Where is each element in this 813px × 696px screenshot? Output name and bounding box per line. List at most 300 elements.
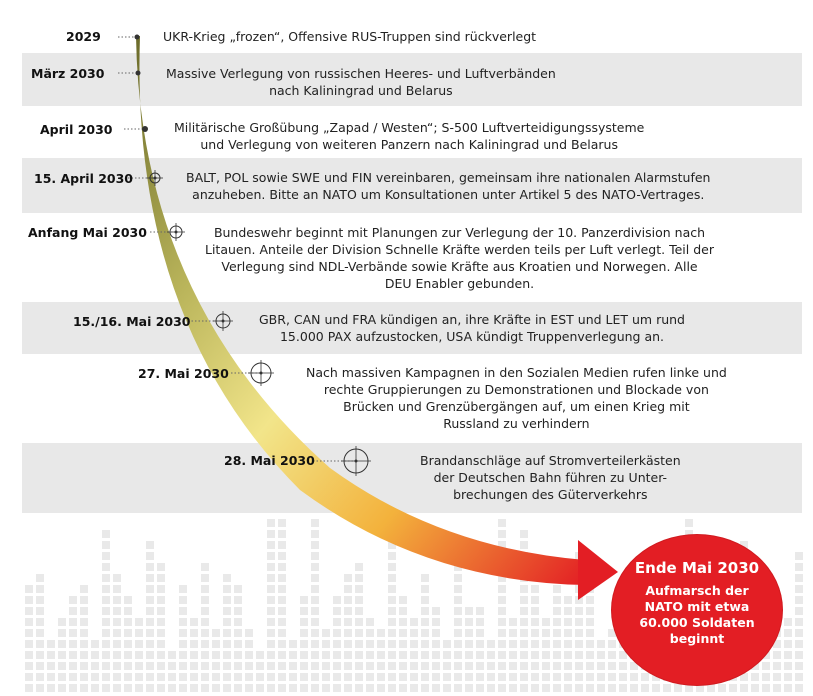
skyline-block bbox=[421, 673, 429, 681]
skyline-block bbox=[520, 618, 528, 626]
skyline-block bbox=[58, 662, 66, 670]
skyline-block bbox=[223, 596, 231, 604]
skyline-block bbox=[564, 607, 572, 615]
skyline-block bbox=[245, 673, 253, 681]
skyline-block bbox=[146, 618, 154, 626]
skyline-block bbox=[421, 585, 429, 593]
skyline-block bbox=[289, 673, 297, 681]
skyline-block bbox=[784, 618, 792, 626]
skyline-block bbox=[25, 640, 33, 648]
skyline-block bbox=[267, 607, 275, 615]
skyline-block bbox=[410, 629, 418, 637]
skyline-block bbox=[113, 596, 121, 604]
skyline-block bbox=[179, 662, 187, 670]
skyline-block bbox=[344, 673, 352, 681]
skyline-block bbox=[300, 662, 308, 670]
skyline-block bbox=[234, 585, 242, 593]
skyline-block bbox=[113, 673, 121, 681]
skyline-block bbox=[465, 673, 473, 681]
skyline-block bbox=[509, 618, 517, 626]
skyline-block bbox=[278, 618, 286, 626]
skyline-block bbox=[223, 684, 231, 692]
skyline-block bbox=[322, 673, 330, 681]
timeline-marker bbox=[248, 360, 274, 386]
skyline-block bbox=[487, 640, 495, 648]
skyline-block bbox=[784, 662, 792, 670]
skyline-block bbox=[333, 607, 341, 615]
skyline-block bbox=[223, 585, 231, 593]
skyline-block bbox=[509, 629, 517, 637]
skyline-block bbox=[333, 596, 341, 604]
skyline-block bbox=[344, 596, 352, 604]
skyline-block bbox=[223, 574, 231, 582]
skyline-block bbox=[322, 684, 330, 692]
skyline-block bbox=[102, 640, 110, 648]
skyline-block bbox=[113, 574, 121, 582]
skyline-block bbox=[223, 640, 231, 648]
skyline-block bbox=[234, 629, 242, 637]
skyline-block bbox=[509, 651, 517, 659]
timeline-marker bbox=[213, 311, 233, 331]
skyline-block bbox=[575, 629, 583, 637]
skyline-block bbox=[553, 596, 561, 604]
skyline-block bbox=[597, 684, 605, 692]
skyline-block bbox=[388, 640, 396, 648]
skyline-block bbox=[201, 640, 209, 648]
skyline-block bbox=[454, 574, 462, 582]
skyline-block bbox=[476, 640, 484, 648]
skyline-block bbox=[531, 629, 539, 637]
skyline-block bbox=[498, 618, 506, 626]
skyline-block bbox=[102, 563, 110, 571]
skyline-block bbox=[124, 662, 132, 670]
skyline-block bbox=[234, 651, 242, 659]
skyline-block bbox=[267, 530, 275, 538]
skyline-block bbox=[113, 618, 121, 626]
skyline-block bbox=[212, 629, 220, 637]
skyline-block bbox=[190, 618, 198, 626]
skyline-block bbox=[575, 607, 583, 615]
skyline-block bbox=[377, 684, 385, 692]
skyline-block bbox=[234, 596, 242, 604]
skyline-block bbox=[223, 673, 231, 681]
skyline-block bbox=[168, 651, 176, 659]
skyline-block bbox=[267, 629, 275, 637]
skyline-block bbox=[608, 673, 616, 681]
skyline-block bbox=[355, 585, 363, 593]
skyline-block bbox=[564, 596, 572, 604]
skyline-block bbox=[564, 662, 572, 670]
skyline-block bbox=[223, 662, 231, 670]
skyline-block bbox=[311, 574, 319, 582]
skyline-block bbox=[553, 673, 561, 681]
skyline-block bbox=[333, 673, 341, 681]
skyline-block bbox=[795, 618, 803, 626]
skyline-block bbox=[410, 651, 418, 659]
skyline-block bbox=[36, 629, 44, 637]
skyline-block bbox=[773, 662, 781, 670]
skyline-block bbox=[311, 662, 319, 670]
skyline-block bbox=[58, 618, 66, 626]
skyline-block bbox=[553, 684, 561, 692]
skyline-block bbox=[531, 673, 539, 681]
skyline-block bbox=[553, 640, 561, 648]
skyline-block bbox=[25, 629, 33, 637]
skyline-block bbox=[542, 618, 550, 626]
skyline-block bbox=[762, 673, 770, 681]
skyline-block bbox=[234, 673, 242, 681]
skyline-block bbox=[223, 618, 231, 626]
skyline-block bbox=[355, 651, 363, 659]
skyline-block bbox=[179, 596, 187, 604]
skyline-block bbox=[113, 684, 121, 692]
skyline-block bbox=[432, 662, 440, 670]
skyline-block bbox=[410, 684, 418, 692]
skyline-block bbox=[278, 519, 286, 527]
skyline-block bbox=[564, 651, 572, 659]
skyline-block bbox=[289, 651, 297, 659]
skyline-block bbox=[113, 662, 121, 670]
skyline-block bbox=[465, 618, 473, 626]
skyline-block bbox=[124, 607, 132, 615]
skyline-block bbox=[531, 651, 539, 659]
skyline-block bbox=[223, 629, 231, 637]
skyline-block bbox=[498, 585, 506, 593]
skyline-block bbox=[36, 651, 44, 659]
skyline-block bbox=[751, 684, 759, 692]
event-text-15-april: BALT, POL sowie SWE und FIN vereinbaren, gemeinsam ihre nationalen Alarmstufen anzuheben. Bitte an NATO um Konsultationen unter Artikel 5 des NATO-Vertrages. bbox=[186, 170, 711, 202]
skyline-block bbox=[553, 585, 561, 593]
skyline-block bbox=[311, 563, 319, 571]
skyline-block bbox=[146, 662, 154, 670]
skyline-block bbox=[201, 563, 209, 571]
skyline-block bbox=[322, 651, 330, 659]
skyline-block bbox=[80, 607, 88, 615]
skyline-block bbox=[443, 651, 451, 659]
skyline-block bbox=[597, 662, 605, 670]
skyline-block bbox=[498, 530, 506, 538]
skyline-block bbox=[454, 607, 462, 615]
skyline-block bbox=[388, 684, 396, 692]
skyline-block bbox=[586, 684, 594, 692]
skyline-block bbox=[454, 596, 462, 604]
skyline-block bbox=[278, 552, 286, 560]
skyline-block bbox=[146, 640, 154, 648]
skyline-block bbox=[146, 651, 154, 659]
skyline-block bbox=[564, 684, 572, 692]
skyline-block bbox=[80, 640, 88, 648]
skyline-block bbox=[102, 618, 110, 626]
skyline-block bbox=[36, 684, 44, 692]
skyline-block bbox=[344, 662, 352, 670]
skyline-block bbox=[520, 651, 528, 659]
skyline-block bbox=[201, 596, 209, 604]
skyline-block bbox=[201, 662, 209, 670]
skyline-block bbox=[751, 673, 759, 681]
skyline-block bbox=[410, 618, 418, 626]
skyline-block bbox=[388, 651, 396, 659]
skyline-block bbox=[575, 684, 583, 692]
skyline-block bbox=[498, 640, 506, 648]
skyline-block bbox=[773, 651, 781, 659]
skyline-block bbox=[69, 684, 77, 692]
skyline-block bbox=[267, 541, 275, 549]
skyline-block bbox=[476, 651, 484, 659]
skyline-block bbox=[784, 629, 792, 637]
skyline-block bbox=[69, 618, 77, 626]
skyline-block bbox=[146, 629, 154, 637]
skyline-block bbox=[278, 640, 286, 648]
skyline-block bbox=[454, 640, 462, 648]
event-text-maerz: Massive Verlegung von russischen Heeres- und Luftverbänden nach Kaliningrad und Belarus bbox=[166, 66, 556, 98]
skyline-block bbox=[355, 596, 363, 604]
skyline-block bbox=[377, 651, 385, 659]
skyline-block bbox=[234, 662, 242, 670]
skyline-block bbox=[388, 585, 396, 593]
skyline-block bbox=[553, 651, 561, 659]
skyline-block bbox=[498, 662, 506, 670]
skyline-block bbox=[245, 662, 253, 670]
skyline-block bbox=[179, 607, 187, 615]
skyline-block bbox=[388, 629, 396, 637]
skyline-block bbox=[344, 607, 352, 615]
skyline-block bbox=[190, 640, 198, 648]
skyline-block bbox=[366, 662, 374, 670]
skyline-block bbox=[245, 684, 253, 692]
skyline-block bbox=[443, 684, 451, 692]
skyline-block bbox=[399, 618, 407, 626]
skyline-block bbox=[388, 618, 396, 626]
skyline-block bbox=[795, 684, 803, 692]
skyline-block bbox=[146, 596, 154, 604]
skyline-block bbox=[498, 673, 506, 681]
skyline-block bbox=[36, 607, 44, 615]
skyline-block bbox=[80, 629, 88, 637]
skyline-block bbox=[267, 673, 275, 681]
skyline-block bbox=[146, 552, 154, 560]
skyline-block bbox=[586, 640, 594, 648]
skyline-block bbox=[542, 651, 550, 659]
skyline-block bbox=[421, 684, 429, 692]
skyline-block bbox=[520, 585, 528, 593]
skyline-block bbox=[652, 684, 660, 692]
skyline-block bbox=[740, 673, 748, 681]
skyline-block bbox=[322, 662, 330, 670]
skyline-block bbox=[47, 673, 55, 681]
skyline-block bbox=[311, 596, 319, 604]
skyline-block bbox=[69, 596, 77, 604]
skyline-block bbox=[674, 684, 682, 692]
skyline-block bbox=[113, 607, 121, 615]
skyline-block bbox=[311, 618, 319, 626]
skyline-block bbox=[795, 563, 803, 571]
skyline-block bbox=[421, 629, 429, 637]
skyline-block bbox=[707, 684, 715, 692]
skyline-block bbox=[498, 651, 506, 659]
skyline-block bbox=[157, 662, 165, 670]
skyline-block bbox=[399, 684, 407, 692]
skyline-block bbox=[58, 651, 66, 659]
skyline-block bbox=[465, 684, 473, 692]
skyline-block bbox=[355, 662, 363, 670]
skyline-block bbox=[234, 640, 242, 648]
skyline-block bbox=[223, 607, 231, 615]
skyline-block bbox=[663, 684, 671, 692]
skyline-block bbox=[124, 651, 132, 659]
skyline-block bbox=[179, 651, 187, 659]
skyline-block bbox=[245, 640, 253, 648]
skyline-block bbox=[256, 662, 264, 670]
skyline-block bbox=[278, 662, 286, 670]
skyline-block bbox=[476, 607, 484, 615]
skyline-block bbox=[476, 684, 484, 692]
skyline-block bbox=[388, 607, 396, 615]
skyline-block bbox=[267, 574, 275, 582]
skyline-block bbox=[91, 684, 99, 692]
skyline-block bbox=[113, 585, 121, 593]
skyline-block bbox=[564, 640, 572, 648]
skyline-block bbox=[300, 596, 308, 604]
skyline-block bbox=[377, 640, 385, 648]
skyline-block bbox=[201, 618, 209, 626]
skyline-block bbox=[795, 607, 803, 615]
skyline-block bbox=[157, 607, 165, 615]
skyline-block bbox=[586, 596, 594, 604]
skyline-block bbox=[564, 673, 572, 681]
skyline-block bbox=[465, 662, 473, 670]
skyline-block bbox=[267, 563, 275, 571]
skyline-block bbox=[443, 673, 451, 681]
skyline-block bbox=[146, 563, 154, 571]
skyline-block bbox=[168, 673, 176, 681]
skyline-block bbox=[355, 574, 363, 582]
skyline-block bbox=[25, 618, 33, 626]
event-text-28-mai: Brandanschläge auf Stromverteilerkästen der Deutschen Bahn führen zu Unter- brechungen des Güterverkehrs bbox=[420, 453, 681, 502]
skyline-block bbox=[190, 662, 198, 670]
skyline-block bbox=[289, 662, 297, 670]
skyline-block bbox=[795, 640, 803, 648]
skyline-block bbox=[542, 640, 550, 648]
skyline-block bbox=[344, 651, 352, 659]
final-event-title: Ende Mai 2030 bbox=[634, 559, 760, 577]
skyline-block bbox=[80, 684, 88, 692]
skyline-block bbox=[366, 618, 374, 626]
skyline-block bbox=[344, 640, 352, 648]
skyline-block bbox=[135, 629, 143, 637]
skyline-block bbox=[355, 673, 363, 681]
event-date: 2029 bbox=[66, 29, 101, 44]
event-text-15-16-mai: GBR, CAN und FRA kündigen an, ihre Kräfte in EST und LET um rund 15.000 PAX aufzustocken, USA kündigt Truppenverlegung an. bbox=[259, 312, 685, 344]
skyline-block bbox=[520, 541, 528, 549]
skyline-block bbox=[58, 629, 66, 637]
skyline-block bbox=[300, 673, 308, 681]
skyline-block bbox=[168, 662, 176, 670]
skyline-block bbox=[454, 684, 462, 692]
timeline-marker bbox=[341, 446, 371, 476]
skyline-block bbox=[69, 651, 77, 659]
skyline-block bbox=[355, 618, 363, 626]
skyline-block bbox=[465, 640, 473, 648]
skyline-block bbox=[366, 640, 374, 648]
skyline-block bbox=[179, 618, 187, 626]
skyline-block bbox=[300, 640, 308, 648]
skyline-block bbox=[421, 618, 429, 626]
skyline-block bbox=[410, 662, 418, 670]
skyline-block bbox=[234, 618, 242, 626]
skyline-block bbox=[47, 640, 55, 648]
event-text-anfang-mai: Bundeswehr beginnt mit Planungen zur Verlegung der 10. Panzerdivision nach Litauen. Anteile der Division Schnelle Kräfte werden teils per Luft verlegt. Teil der Verlegung sind NDL-Verbände sowie Kräfte aus Kroatien und Norwegen. Alle DEU Enabler gebunden. bbox=[205, 225, 714, 291]
skyline-block bbox=[773, 673, 781, 681]
skyline-block bbox=[608, 662, 616, 670]
skyline-block bbox=[520, 530, 528, 538]
skyline-block bbox=[597, 651, 605, 659]
skyline-block bbox=[531, 585, 539, 593]
event-date: 15. April 2030 bbox=[34, 171, 133, 186]
skyline-block bbox=[553, 618, 561, 626]
final-event-circle bbox=[612, 535, 782, 685]
skyline-block bbox=[124, 629, 132, 637]
skyline-block bbox=[245, 629, 253, 637]
skyline-block bbox=[608, 651, 616, 659]
skyline-block bbox=[25, 585, 33, 593]
skyline-block bbox=[432, 673, 440, 681]
skyline-block bbox=[487, 662, 495, 670]
skyline-block bbox=[575, 640, 583, 648]
skyline-block bbox=[553, 629, 561, 637]
skyline-block bbox=[795, 662, 803, 670]
skyline-block bbox=[586, 618, 594, 626]
skyline-block bbox=[344, 629, 352, 637]
skyline-block bbox=[388, 574, 396, 582]
skyline-block bbox=[388, 673, 396, 681]
final-event-line: Aufmarsch der bbox=[645, 583, 749, 598]
skyline-block bbox=[157, 618, 165, 626]
skyline-block bbox=[377, 673, 385, 681]
skyline-block bbox=[685, 519, 693, 527]
skyline-block bbox=[410, 640, 418, 648]
skyline-block bbox=[366, 629, 374, 637]
skyline-block bbox=[124, 640, 132, 648]
skyline-block bbox=[168, 684, 176, 692]
skyline-block bbox=[432, 684, 440, 692]
skyline-block bbox=[47, 651, 55, 659]
skyline-block bbox=[190, 684, 198, 692]
skyline-block bbox=[520, 684, 528, 692]
skyline-block bbox=[575, 662, 583, 670]
skyline-block bbox=[25, 684, 33, 692]
skyline-block bbox=[311, 530, 319, 538]
skyline-block bbox=[47, 662, 55, 670]
skyline-block bbox=[69, 662, 77, 670]
skyline-block bbox=[333, 629, 341, 637]
skyline-block bbox=[201, 607, 209, 615]
skyline-block bbox=[443, 640, 451, 648]
skyline-block bbox=[36, 662, 44, 670]
event-date: April 2030 bbox=[40, 122, 113, 137]
skyline-block bbox=[388, 563, 396, 571]
skyline-block bbox=[465, 629, 473, 637]
skyline-block bbox=[179, 673, 187, 681]
skyline-block bbox=[146, 541, 154, 549]
skyline-block bbox=[399, 673, 407, 681]
event-date: 27. Mai 2030 bbox=[138, 366, 229, 381]
skyline-block bbox=[795, 596, 803, 604]
skyline-block bbox=[47, 684, 55, 692]
skyline-block bbox=[586, 662, 594, 670]
skyline-block bbox=[267, 585, 275, 593]
skyline-block bbox=[179, 640, 187, 648]
skyline-block bbox=[773, 684, 781, 692]
